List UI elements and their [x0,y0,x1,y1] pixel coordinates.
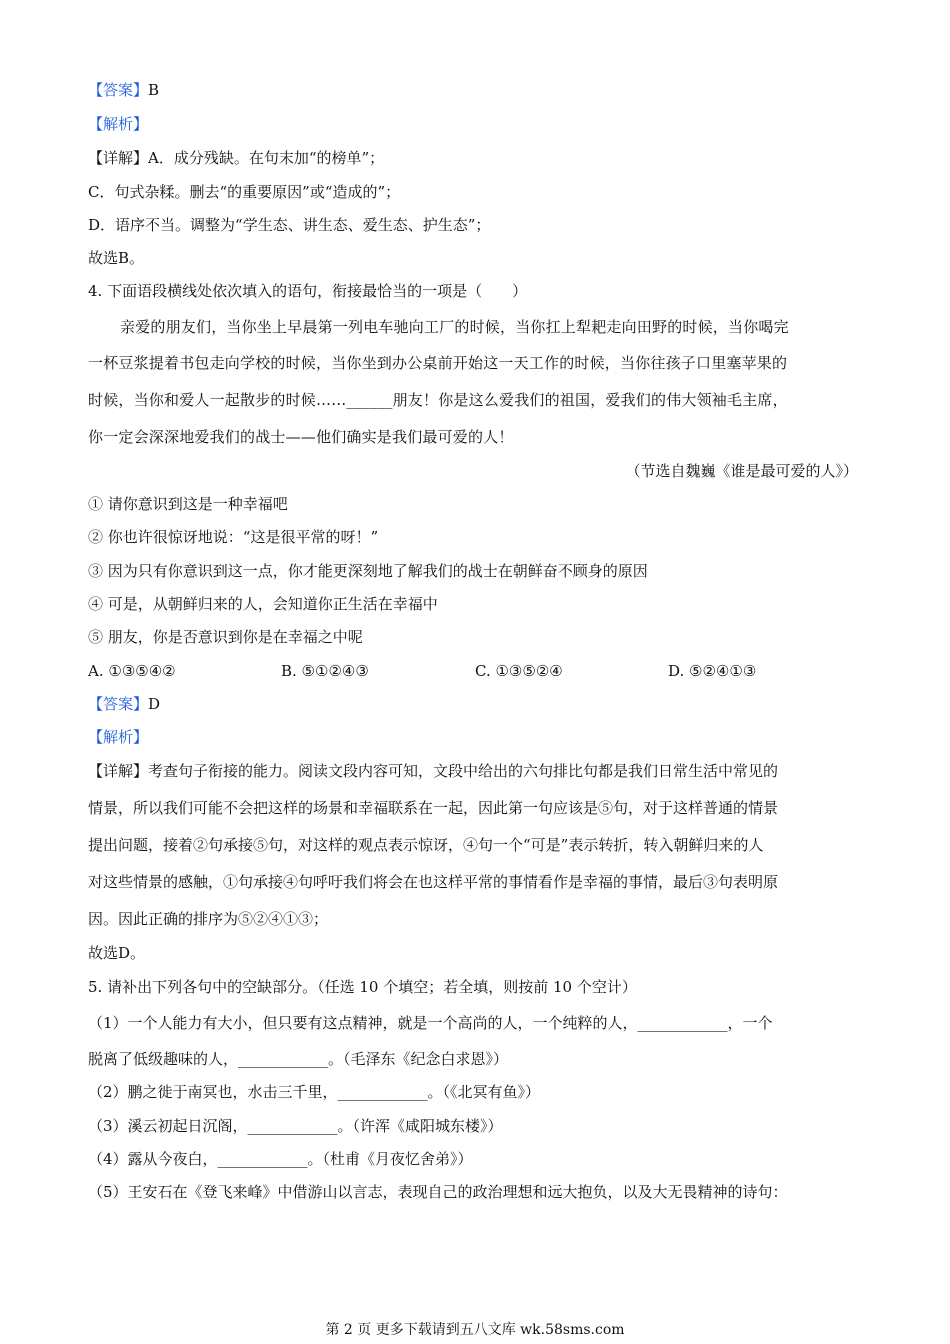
q4-passage-line: 亲爱的朋友们，当你坐上早晨第一列电车驰向工厂的时候，当你扛上犁耙走向田野的时候，当你喝完 [120,318,789,336]
analysis-tag: 【解析】 [88,115,149,133]
detail-tag: 【详解】 [88,762,149,780]
answer-tag: 【答案】 [88,81,149,99]
q3-analysis-line [88,114,148,134]
answer-value: B [148,81,160,99]
q3-answer-line [88,80,159,100]
q3-conclusion: 故选B。 [88,249,145,267]
q4-detail-line: 对这些情景的感触，①句承接④句呼吁我们将会在也这样平常的事情看作是幸福的事情，最后③句表明原 [88,873,779,891]
q5-line: （4）露从今夜白，____________。（杜甫《月夜忆舍弟》） [88,1150,473,1168]
q5-line: （3）溪云初起日沉阁，____________。（许浑《咸阳城东楼》） [88,1117,503,1135]
q5-line: （1）一个人能力有大小，但只要有这点精神，就是一个高尚的人，一个纯粹的人，____________，一个 [88,1014,773,1032]
analysis-tag: 【解析】 [88,728,149,746]
q4-detail-line: 提出问题，接着②句承接⑤句，对这样的观点表示惊讶，④句一个“可是”表示转折，转入朝鲜归来的人 [88,836,764,854]
q4-item: ③ 因为只有你意识到这一点，你才能更深刻地了解我们的战士在朝鲜奋不顾身的原因 [88,562,648,580]
q4-detail-line: 情景，所以我们可能不会把这样的场景和幸福联系在一起，因此第一句应该是⑤句，对于这样普通的情景 [88,799,779,817]
q4-option-c: C. ①③⑤②④ [475,662,563,680]
q4-item: ⑤ 朋友，你是否意识到你是在幸福之中呢 [88,628,363,646]
q4-conclusion: 故选D。 [88,944,146,962]
q4-item: ④ 可是，从朝鲜归来的人，会知道你正生活在幸福中 [88,595,438,613]
q4-analysis-line [88,727,148,747]
q4-item: ② 你也许很惊讶地说：“这是很平常的呀！” [88,528,379,546]
detail-text: A．成分残缺。在句末加“的榜单”； [148,149,385,167]
q5-line: 脱离了低级趣味的人，____________。（毛泽东《纪念白求恩》） [88,1050,509,1068]
detail-text: 考查句子衔接的能力。阅读文段内容可知，文段中给出的六句排比句都是我们日常生活中常见的 [148,762,779,780]
q4-detail-line [88,761,778,781]
q4-item: ① 请你意识到这是一种幸福吧 [88,495,288,513]
page-footer: 第 2 页 更多下载请到五八文库 wk.58sms.com [325,1322,625,1338]
answer-value: D [148,695,161,713]
q4-passage-line: 你一定会深深地爱我们的战士——他们确实是我们最可爱的人！ [88,428,514,446]
q5-stem: 5. 请补出下列各句中的空缺部分。（任选 10 个填空；若全填，则按前 10 个空计） [88,978,637,996]
q4-source: （节选自魏巍《谁是最可爱的人》） [625,462,858,480]
q4-stem: 4. 下面语段横线处依次填入的语句，衔接最恰当的一项是（ ） [88,282,528,300]
q4-answer-line [88,694,160,714]
detail-tag: 【详解】 [88,149,149,167]
q5-line: （5）王安石在《登飞来峰》中借游山以言志，表现自己的政治理想和远大抱负，以及大无畏精神的诗句： [88,1183,788,1201]
q4-passage-line: 一杯豆浆提着书包走向学校的时候，当你坐到办公桌前开始这一天工作的时候，当你往孩子口里塞苹果的 [88,354,788,372]
q4-option-b: B. ⑤①②④③ [281,662,369,680]
q4-detail-line: 因。因此正确的排序为⑤②④①③； [88,910,329,928]
q3-detail-a [88,148,384,168]
q4-passage-line: 时候，当你和爱人一起散步的时候……______朋友！你是这么爱我们的祖国，爱我们的伟大领袖毛主席， [88,391,788,409]
q3-detail-d: D．语序不当。调整为“学生态、讲生态、爱生态、护生态”； [88,216,491,234]
q5-line: （2）鹏之徙于南冥也，水击三千里，____________。（《北冥有鱼》） [88,1083,541,1101]
answer-tag: 【答案】 [88,695,149,713]
q3-detail-c: C．句式杂糅。删去“的重要原因”或“造成的”； [88,183,401,201]
q4-option-a: A. ①③⑤④② [88,662,176,680]
q4-option-d: D. ⑤②④①③ [668,662,757,680]
